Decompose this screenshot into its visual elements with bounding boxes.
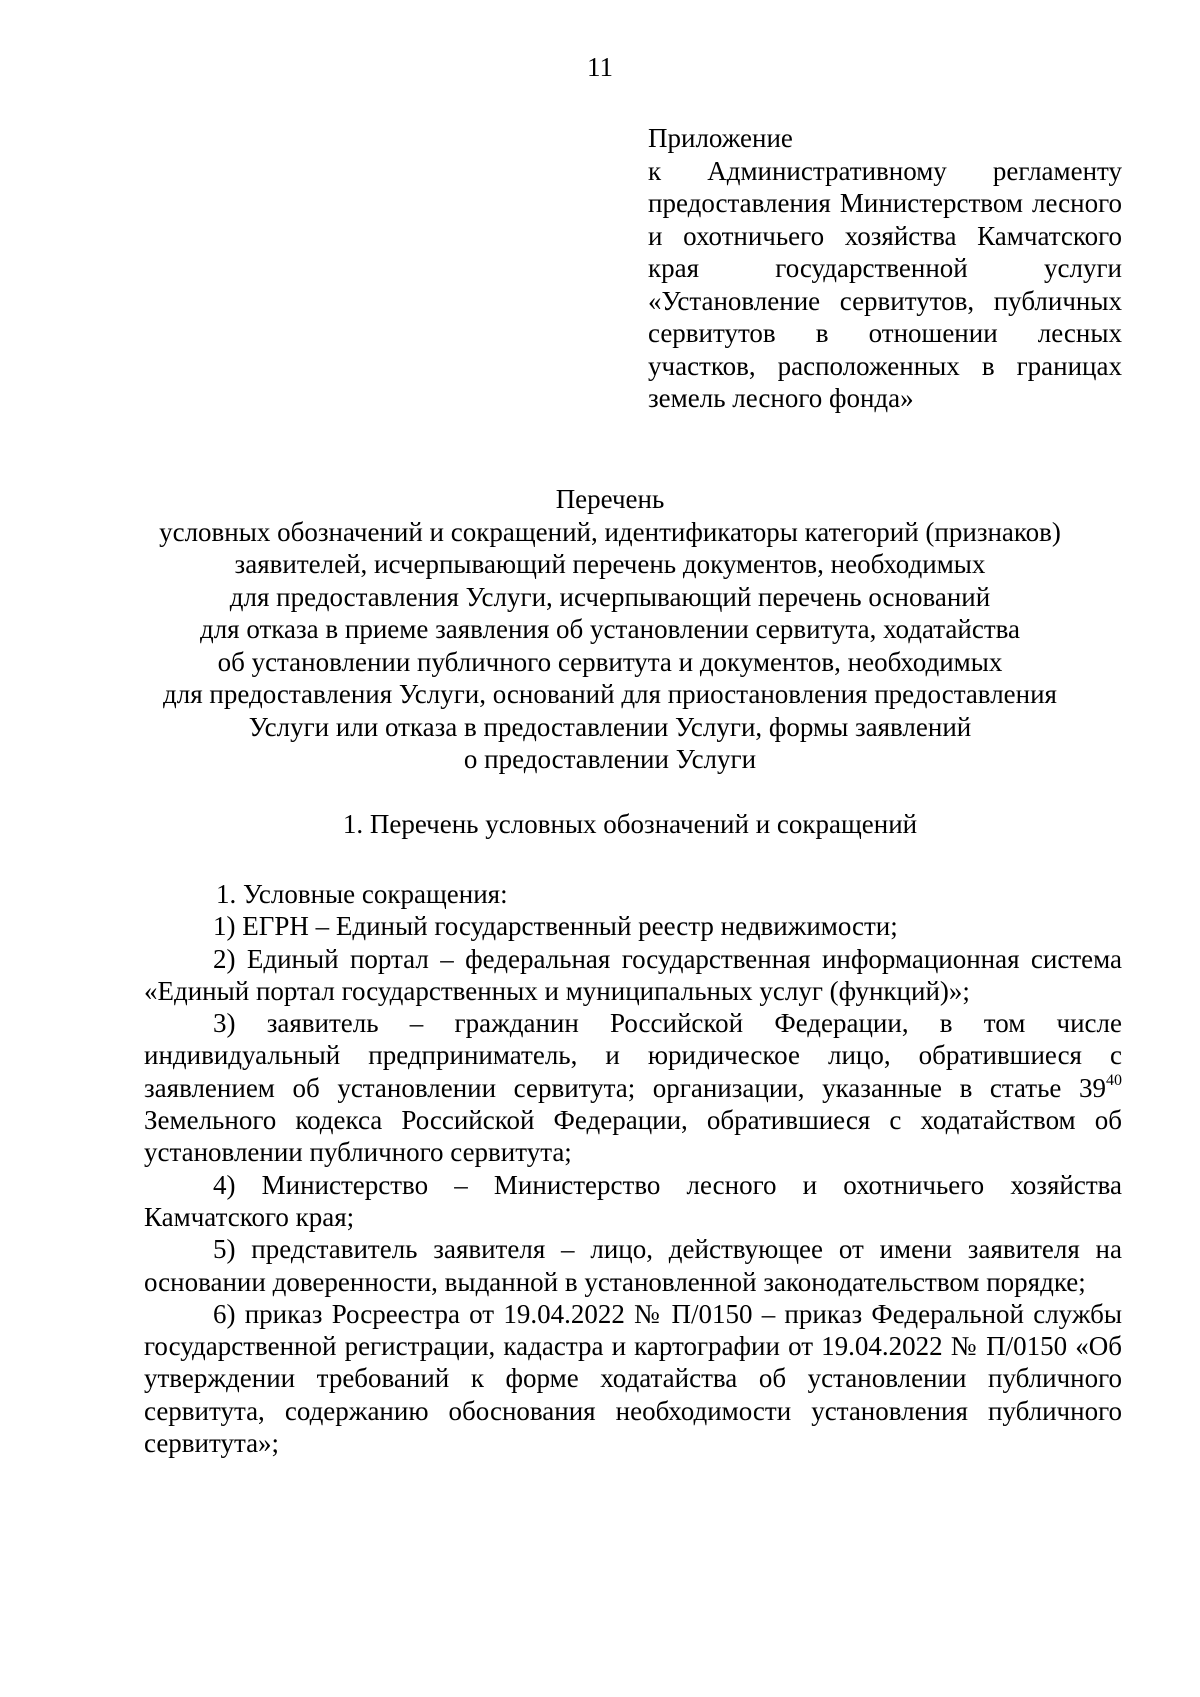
applicant-text-part1: 3) заявитель – гражданин Российской Федерации, в том числе индивидуальный предприниматель, и юридическое лицо, обратившиеся с заявлением об установлении сервитута; организации, указанные в статье 39 <box>144 1008 1122 1103</box>
heading-line: о предоставлении Услуги <box>463 744 757 774</box>
page-number: 11 <box>587 52 613 82</box>
heading-line: для отказа в приеме заявления об установлении сервитута, ходатайства <box>199 614 1021 644</box>
appendix-text: к Административному регламенту предоставления Министерством лесного и охотничьего хозяйства Камчатского края государственной услуги «Установление сервитутов, публичных сервитутов в отношении лесных участков, расположенных в границах земель лесного фонда» <box>648 155 1122 413</box>
document-body <box>144 878 1122 1459</box>
article-superscript: 40 <box>1106 1071 1122 1089</box>
paragraph-unified-portal: 2) Единый портал – федеральная государственная информационная система «Единый портал государственных и муниципальных услуг (функций)»; <box>144 943 1122 1006</box>
document-heading <box>110 483 1110 776</box>
heading-line: Перечень <box>555 484 665 514</box>
paragraph-abbreviations-intro: 1. Условные сокращения: <box>216 879 508 909</box>
appendix-block <box>648 122 1122 415</box>
heading-line: для предоставления Услуги, исчерпывающий перечень оснований <box>229 581 991 612</box>
paragraph-applicant <box>144 1007 1122 1168</box>
paragraph-rosreestr-order: 6) приказ Росреестра от 19.04.2022 № П/0150 – приказ Федеральной службы государственной регистрации, кадастра и картографии от 19.04.2022 № П/0150 «Об утверждении требований к форме ходатайства об установлении публичного сервитута, содержанию обоснования необходимости установления публичного сервитута»; <box>144 1298 1122 1459</box>
heading-line: заявителей, исчерпывающий перечень документов, необходимых <box>234 549 986 579</box>
section-title: 1. Перечень условных обозначений и сокращений <box>342 809 918 839</box>
paragraph-representative: 5) представитель заявителя – лицо, действующее от имени заявителя на основании доверенности, выданной в установленной законодательством порядке; <box>144 1234 1122 1297</box>
appendix-title: Приложение <box>648 123 793 153</box>
heading-line: для предоставления Услуги, оснований для приостановления предоставления <box>163 679 1057 709</box>
heading-line: Услуги или отказа в предоставлении Услуги, формы заявлений <box>248 711 972 742</box>
paragraph-egrn: 1) ЕГРН – Единый государственный реестр недвижимости; <box>213 911 898 942</box>
heading-line: об установлении публичного сервитута и документов, необходимых <box>217 646 1003 677</box>
applicant-text-part2: Земельного кодекса Российской Федерации, обратившиеся с ходатайством об установлении публичного сервитута; <box>144 1105 1122 1168</box>
paragraph-ministry: 4) Министерство – Министерство лесного и охотничьего хозяйства Камчатского края; <box>144 1169 1122 1232</box>
heading-line: условных обозначений и сокращений, идентификаторы категорий (признаков) <box>159 516 1061 547</box>
